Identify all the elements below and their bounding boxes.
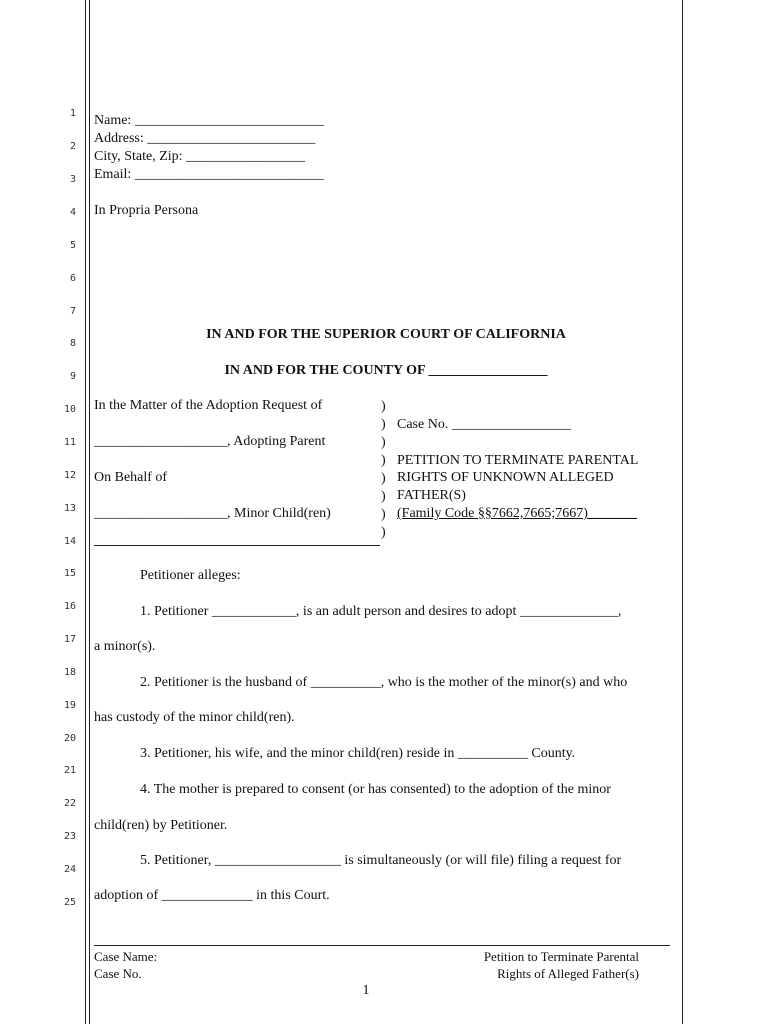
in-propria-persona: In Propria Persona <box>94 203 199 218</box>
caption-matter: In the Matter of the Adoption Request of <box>94 398 323 413</box>
family-code-reference: (Family Code §§7662,7665;7667)_______ <box>397 506 637 521</box>
line-number: 9 <box>69 371 76 382</box>
line-number: 1 <box>69 108 76 119</box>
paragraph-1-line2: a minor(s). <box>94 639 156 654</box>
line-number: 6 <box>69 273 76 284</box>
caption-paren: ) <box>381 399 386 414</box>
line-number: 12 <box>63 470 76 481</box>
line-number: 14 <box>63 536 76 547</box>
line-number: 13 <box>63 503 76 514</box>
left-margin-rule-inner <box>89 0 90 1024</box>
line-number: 2 <box>69 141 76 152</box>
line-number: 24 <box>63 864 76 875</box>
line-number: 11 <box>63 437 76 448</box>
address-field: Address: ________________________ <box>94 131 316 146</box>
paragraph-2-line1: 2. Petitioner is the husband of __________, who is the mother of the minor(s) and who <box>140 675 628 690</box>
caption-on-behalf: On Behalf of <box>94 470 168 485</box>
line-number: 5 <box>69 240 76 251</box>
caption-paren: ) <box>381 489 386 504</box>
page-number: 1 <box>362 983 370 998</box>
line-number: 15 <box>63 568 76 579</box>
caption-paren: ) <box>381 417 386 432</box>
paragraph-3: 3. Petitioner, his wife, and the minor child(ren) reside in __________ County. <box>140 746 576 761</box>
left-margin-rule-outer <box>85 0 86 1024</box>
paragraph-1-line1: 1. Petitioner ____________, is an adult person and desires to adopt ______________, <box>140 604 622 619</box>
petitioner-alleges: Petitioner alleges: <box>140 568 241 583</box>
footer-case-number: Case No. <box>94 966 142 981</box>
name-field: Name: ___________________________ <box>94 113 324 128</box>
footer-title-line2: Rights of Alleged Father(s) <box>497 966 639 981</box>
footer-title-line1: Petition to Terminate Parental <box>483 949 639 964</box>
right-margin-rule <box>682 0 683 1024</box>
petition-title-line2: RIGHTS OF UNKNOWN ALLEGED <box>397 470 614 485</box>
city-state-zip-field: City, State, Zip: _________________ <box>94 149 306 164</box>
line-number: 22 <box>63 798 76 809</box>
paragraph-5-line2: adoption of _____________ in this Court. <box>94 888 330 903</box>
email-field: Email: ___________________________ <box>94 167 324 182</box>
caption-paren: ) <box>381 435 386 450</box>
caption-minor-child: ___________________, Minor Child(ren) <box>94 506 331 521</box>
county-title: IN AND FOR THE COUNTY OF _________________ <box>224 363 548 378</box>
petition-title-line1: PETITION TO TERMINATE PARENTAL <box>397 453 639 468</box>
line-number: 3 <box>69 174 76 185</box>
line-number: 21 <box>63 765 76 776</box>
case-number: Case No. _________________ <box>397 417 571 432</box>
caption-paren: ) <box>381 507 386 522</box>
line-number: 23 <box>63 831 76 842</box>
caption-divider <box>94 545 380 546</box>
paragraph-2-line2: has custody of the minor child(ren). <box>94 710 295 725</box>
footer-case-name: Case Name: <box>94 949 158 964</box>
line-number: 7 <box>69 306 76 317</box>
line-number: 20 <box>63 733 76 744</box>
paragraph-4-line1: 4. The mother is prepared to consent (or has consented) to the adoption of the minor <box>140 782 611 797</box>
line-number: 10 <box>63 404 76 415</box>
line-number: 4 <box>69 207 76 218</box>
paragraph-4-line2: child(ren) by Petitioner. <box>94 818 228 833</box>
line-number: 16 <box>63 601 76 612</box>
line-number: 17 <box>63 634 76 645</box>
line-number: 8 <box>69 338 76 349</box>
caption-paren: ) <box>381 453 386 468</box>
caption-adopting-parent: ___________________, Adopting Parent <box>94 434 326 449</box>
caption-paren: ) <box>381 471 386 486</box>
court-title: IN AND FOR THE SUPERIOR COURT OF CALIFORNIA <box>206 327 566 342</box>
petition-title-line3: FATHER(S) <box>397 488 466 503</box>
paragraph-5-line1: 5. Petitioner, __________________ is simultaneously (or will file) filing a request for <box>140 853 622 868</box>
line-number: 25 <box>63 897 76 908</box>
caption-paren: ) <box>381 525 386 540</box>
line-number: 18 <box>63 667 76 678</box>
line-number: 19 <box>63 700 76 711</box>
footer-rule <box>94 945 670 946</box>
